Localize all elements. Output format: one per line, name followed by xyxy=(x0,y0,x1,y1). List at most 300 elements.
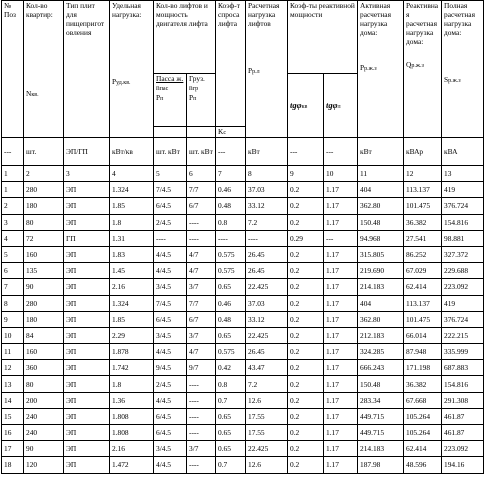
table-cell: 98.881 xyxy=(442,230,484,246)
table-cell: 22.425 xyxy=(246,441,288,457)
table-cell: 362.80 xyxy=(358,198,404,214)
unit-cell: кВт xyxy=(358,138,404,166)
table-cell: 404 xyxy=(358,182,404,198)
table-cell: 3/4.5 xyxy=(154,441,187,457)
column-number: 10 xyxy=(324,166,358,182)
table-cell: 6/4.5 xyxy=(154,198,187,214)
table-row xyxy=(2,198,484,214)
table-cell: ---- xyxy=(187,376,216,392)
column-number: 7 xyxy=(216,166,246,182)
table-cell: 72 xyxy=(24,230,64,246)
table-cell: 0.65 xyxy=(216,279,246,295)
column-number: 4 xyxy=(110,166,154,182)
table-cell: 0.8 xyxy=(216,214,246,230)
table-cell: 4/4.5 xyxy=(154,457,187,473)
table-cell: 4/4.5 xyxy=(154,344,187,360)
table-cell: 0.2 xyxy=(288,408,324,424)
table-cell: 0.2 xyxy=(288,327,324,343)
table-cell: 376.724 xyxy=(442,311,484,327)
table-row xyxy=(2,295,484,311)
table-cell: 1.17 xyxy=(324,425,358,441)
table-cell: ЭП xyxy=(64,295,110,311)
table-cell: ---- xyxy=(216,230,246,246)
table-cell: 0.2 xyxy=(288,376,324,392)
table-cell: 1.8 xyxy=(110,376,154,392)
table-cell: 7.2 xyxy=(246,214,288,230)
table-cell: 1.85 xyxy=(110,311,154,327)
table-cell: 12.6 xyxy=(246,392,288,408)
unit-cell: кВт xyxy=(246,138,288,166)
table-cell: 419 xyxy=(442,182,484,198)
table-cell: ---- xyxy=(187,214,216,230)
table-cell: 0.46 xyxy=(216,182,246,198)
header-demand-coef-sym: Kс xyxy=(216,126,246,137)
table-cell: 160 xyxy=(24,344,64,360)
table-cell: 1.45 xyxy=(110,263,154,279)
table-cell: 1.17 xyxy=(324,182,358,198)
unit-cell: шт. кВт xyxy=(154,138,187,166)
table-cell: 1.17 xyxy=(324,457,358,473)
column-number: 9 xyxy=(288,166,324,182)
table-cell: 0.2 xyxy=(288,246,324,262)
table-cell: 1.878 xyxy=(110,344,154,360)
table-cell: 120 xyxy=(24,457,64,473)
table-cell: 194.16 xyxy=(442,457,484,473)
table-cell: 6 xyxy=(2,263,24,279)
table-row xyxy=(2,182,484,198)
table-cell: 7/4.5 xyxy=(154,295,187,311)
table-cell: 0.65 xyxy=(216,327,246,343)
table-cell: 280 xyxy=(24,295,64,311)
column-number: 8 xyxy=(246,166,288,182)
table-cell: 150.48 xyxy=(358,376,404,392)
table-cell: ЭП xyxy=(64,263,110,279)
table-cell: 4/4.5 xyxy=(154,392,187,408)
header-passenger-p xyxy=(154,126,187,137)
unit-cell: шт. xyxy=(24,138,64,166)
table-cell: 87.948 xyxy=(404,344,442,360)
table-cell: 0.2 xyxy=(288,441,324,457)
table-row xyxy=(2,360,484,376)
table-cell: ЭП xyxy=(64,214,110,230)
header-elevators: Кол-во лифтов и мощность двигателя лифта xyxy=(154,1,216,74)
unit-cell: шт. кВт xyxy=(187,138,216,166)
table-cell: ЭП xyxy=(64,441,110,457)
table-cell: ЭП xyxy=(64,327,110,343)
table-cell: 2.29 xyxy=(110,327,154,343)
table-cell: 7/7 xyxy=(187,295,216,311)
table-cell: 1.17 xyxy=(324,295,358,311)
table-cell: ЭП xyxy=(64,392,110,408)
table-cell: 1.17 xyxy=(324,263,358,279)
table-cell: 222.215 xyxy=(442,327,484,343)
table-cell: 449.715 xyxy=(358,408,404,424)
table-cell: 171.198 xyxy=(404,360,442,376)
column-number: 6 xyxy=(187,166,216,182)
table-cell: 0.575 xyxy=(216,246,246,262)
table-cell: 1.17 xyxy=(324,198,358,214)
table-cell: 80 xyxy=(24,214,64,230)
table-cell: 3/7 xyxy=(187,441,216,457)
table-row xyxy=(2,327,484,343)
table-cell: 291.308 xyxy=(442,392,484,408)
table-cell: ГП xyxy=(64,230,110,246)
table-cell: 200 xyxy=(24,392,64,408)
table-cell: 404 xyxy=(358,295,404,311)
table-cell: 10 xyxy=(2,327,24,343)
table-cell: 1.808 xyxy=(110,425,154,441)
table-cell: 16 xyxy=(2,425,24,441)
table-cell: 37.03 xyxy=(246,295,288,311)
table-cell: 360 xyxy=(24,360,64,376)
table-cell: ЭП xyxy=(64,408,110,424)
table-row xyxy=(2,311,484,327)
table-cell: 9 xyxy=(2,311,24,327)
table-row xyxy=(2,344,484,360)
header-reactive-coefs: Коэф-ты реактивной мощности xyxy=(288,1,358,74)
table-cell: 0.48 xyxy=(216,311,246,327)
column-number: 11 xyxy=(358,166,404,182)
table-cell: ЭП xyxy=(64,376,110,392)
table-cell: 135 xyxy=(24,263,64,279)
table-cell: 180 xyxy=(24,311,64,327)
column-number: 12 xyxy=(404,166,442,182)
unit-cell: --- xyxy=(216,138,246,166)
table-cell: 113.137 xyxy=(404,182,442,198)
table-cell: 1.324 xyxy=(110,182,154,198)
table-row xyxy=(2,246,484,262)
table-cell: 67.029 xyxy=(404,263,442,279)
table-cell: 1.17 xyxy=(324,214,358,230)
table-cell: 6/4.5 xyxy=(154,311,187,327)
table-cell: 0.7 xyxy=(216,392,246,408)
header-no: № Поз xyxy=(2,1,24,138)
header-demand-coef: Коэф-т спроса лифта xyxy=(216,1,246,127)
table-cell: 18 xyxy=(2,457,24,473)
table-row xyxy=(2,425,484,441)
table-cell: 4 xyxy=(2,230,24,246)
header-specific-load: Удельная нагрузка: Pуд.кв. xyxy=(110,1,154,138)
table-cell: 0.65 xyxy=(216,408,246,424)
table-cell: 150.48 xyxy=(358,214,404,230)
column-number: 13 xyxy=(442,166,484,182)
table-cell: 62.414 xyxy=(404,441,442,457)
table-cell: 4/7 xyxy=(187,344,216,360)
table-cell: ЭП xyxy=(64,425,110,441)
header-full-load: Полная расчетная нагрузка дома: Sр.ж.з xyxy=(442,1,484,138)
column-numbers-row xyxy=(2,166,484,182)
table-cell: ЭП xyxy=(64,457,110,473)
table-cell: 101.475 xyxy=(404,198,442,214)
table-cell: 6/4.5 xyxy=(154,408,187,424)
table-cell: 0.65 xyxy=(216,441,246,457)
table-cell: ЭП xyxy=(64,246,110,262)
table-cell: 1.17 xyxy=(324,246,358,262)
table-row xyxy=(2,441,484,457)
table-cell: ЭП xyxy=(64,182,110,198)
table-cell: 1.17 xyxy=(324,441,358,457)
table-cell: 0.8 xyxy=(216,376,246,392)
table-cell: 1.17 xyxy=(324,376,358,392)
table-cell: 8 xyxy=(2,295,24,311)
table-cell: ---- xyxy=(187,230,216,246)
table-cell: ---- xyxy=(187,425,216,441)
table-cell: 160 xyxy=(24,246,64,262)
table-cell: 0.2 xyxy=(288,198,324,214)
table-row xyxy=(2,214,484,230)
header-reactive-load: Реактивная расчетная нагрузка дома: Qр.ж.з xyxy=(404,1,442,138)
table-cell: 2/4.5 xyxy=(154,376,187,392)
table-cell: 6/7 xyxy=(187,198,216,214)
table-cell: 105.264 xyxy=(404,408,442,424)
units-row xyxy=(2,138,484,166)
table-row xyxy=(2,279,484,295)
table-cell: 0.29 xyxy=(288,230,324,246)
table-cell: 335.999 xyxy=(442,344,484,360)
table-cell: 9/7 xyxy=(187,360,216,376)
table-cell: 315.805 xyxy=(358,246,404,262)
column-number: 2 xyxy=(24,166,64,182)
table-cell: ---- xyxy=(187,408,216,424)
table-cell: 1.17 xyxy=(324,392,358,408)
table-cell: 1.36 xyxy=(110,392,154,408)
table-cell: 1.324 xyxy=(110,295,154,311)
table-cell: 0.2 xyxy=(288,457,324,473)
column-number: 5 xyxy=(154,166,187,182)
table-cell: 37.03 xyxy=(246,182,288,198)
table-cell: 1.85 xyxy=(110,198,154,214)
table-cell: 26.45 xyxy=(246,263,288,279)
table-cell: 3/7 xyxy=(187,279,216,295)
table-cell: 0.2 xyxy=(288,311,324,327)
table-cell: 0.48 xyxy=(216,198,246,214)
table-row xyxy=(2,230,484,246)
table-cell: 62.414 xyxy=(404,279,442,295)
table-row xyxy=(2,392,484,408)
table-cell: 22.425 xyxy=(246,327,288,343)
table-cell: 7/4.5 xyxy=(154,182,187,198)
table-cell: 0.2 xyxy=(288,263,324,279)
table-cell: 1.17 xyxy=(324,311,358,327)
table-cell: 0.2 xyxy=(288,425,324,441)
table-cell: 27.541 xyxy=(404,230,442,246)
table-cell: 0.2 xyxy=(288,392,324,408)
table-cell: 461.87 xyxy=(442,408,484,424)
table-cell: 13 xyxy=(2,376,24,392)
table-cell: 1.472 xyxy=(110,457,154,473)
table-cell: 0.2 xyxy=(288,279,324,295)
table-cell: ЭП xyxy=(64,360,110,376)
table-cell: 223.092 xyxy=(442,279,484,295)
table-cell: 14 xyxy=(2,392,24,408)
table-row xyxy=(2,263,484,279)
unit-cell: --- xyxy=(324,138,358,166)
table-cell: 0.2 xyxy=(288,214,324,230)
table-cell: 33.12 xyxy=(246,311,288,327)
table-cell: 84 xyxy=(24,327,64,343)
table-cell: 0.46 xyxy=(216,295,246,311)
table-cell: 461.87 xyxy=(442,425,484,441)
table-cell: 101.475 xyxy=(404,311,442,327)
table-cell: 180 xyxy=(24,198,64,214)
table-cell: 1.808 xyxy=(110,408,154,424)
header-active-load: Активная расчетная нагрузка дома: Pр.ж.з xyxy=(358,1,404,138)
table-cell: ---- xyxy=(154,230,187,246)
header-tg-kv: tgφкв xyxy=(288,74,324,138)
table-cell: 0.2 xyxy=(288,344,324,360)
table-cell: 1.83 xyxy=(110,246,154,262)
table-cell: 17 xyxy=(2,441,24,457)
table-cell: 2.16 xyxy=(110,441,154,457)
column-number: 3 xyxy=(64,166,110,182)
table-row xyxy=(2,376,484,392)
unit-cell: кВА xyxy=(442,138,484,166)
table-cell: 17.55 xyxy=(246,425,288,441)
table-cell: 212.183 xyxy=(358,327,404,343)
table-cell: 0.2 xyxy=(288,360,324,376)
table-cell: 7 xyxy=(2,279,24,295)
table-body xyxy=(2,182,484,473)
table-cell: 449.715 xyxy=(358,425,404,441)
table-cell: 154.816 xyxy=(442,214,484,230)
table-cell: ---- xyxy=(246,230,288,246)
table-cell: 4/4.5 xyxy=(154,246,187,262)
table-cell: 219.690 xyxy=(358,263,404,279)
table-cell: 15 xyxy=(2,408,24,424)
unit-cell: --- xyxy=(2,138,24,166)
table-cell: 33.12 xyxy=(246,198,288,214)
table-cell: 7.2 xyxy=(246,376,288,392)
table-cell: --- xyxy=(324,230,358,246)
table-cell: ЭП xyxy=(64,198,110,214)
unit-cell: кВт/кв xyxy=(110,138,154,166)
table-cell: 283.34 xyxy=(358,392,404,408)
table-cell: 1.742 xyxy=(110,360,154,376)
table-cell: ЭП xyxy=(64,311,110,327)
table-cell: 0.575 xyxy=(216,344,246,360)
header-apartments: Кол-во квартир: Nкв. xyxy=(24,1,64,138)
table-cell: 214.183 xyxy=(358,441,404,457)
table-cell: 0.575 xyxy=(216,263,246,279)
table-cell: 0.7 xyxy=(216,457,246,473)
table-cell: 2/4.5 xyxy=(154,214,187,230)
table-cell: ---- xyxy=(187,457,216,473)
table-cell: 4/4.5 xyxy=(154,263,187,279)
header-row xyxy=(2,1,484,74)
table-cell: 687.883 xyxy=(442,360,484,376)
table-cell: 7/7 xyxy=(187,182,216,198)
header-passenger: Пасса ж. nпас Pп xyxy=(154,74,187,127)
table-cell: 327.372 xyxy=(442,246,484,262)
table-cell: 3/4.5 xyxy=(154,279,187,295)
table-cell: 4/7 xyxy=(187,246,216,262)
table-cell: 105.264 xyxy=(404,425,442,441)
table-cell: 0.2 xyxy=(288,295,324,311)
table-cell: 1.17 xyxy=(324,279,358,295)
table-cell: 240 xyxy=(24,408,64,424)
table-cell: 229.688 xyxy=(442,263,484,279)
table-cell: 1 xyxy=(2,182,24,198)
header-cargo: Груз. nгр Pп xyxy=(187,74,216,127)
table-cell: 36.382 xyxy=(404,214,442,230)
table-cell: 90 xyxy=(24,279,64,295)
table-cell: 86.252 xyxy=(404,246,442,262)
table-cell: 240 xyxy=(24,425,64,441)
table-cell: 4/7 xyxy=(187,263,216,279)
table-cell: 26.45 xyxy=(246,344,288,360)
table-cell: 12.6 xyxy=(246,457,288,473)
table-row xyxy=(2,457,484,473)
unit-cell: ЭП/ГП xyxy=(64,138,110,166)
header-tg-l: tgφл xyxy=(324,74,358,138)
column-number: 1 xyxy=(2,166,24,182)
table-cell: 1.17 xyxy=(324,327,358,343)
table-cell: 22.425 xyxy=(246,279,288,295)
table-cell: 43.47 xyxy=(246,360,288,376)
table-cell: 666.243 xyxy=(358,360,404,376)
unit-cell: кВАр xyxy=(404,138,442,166)
table-cell: ---- xyxy=(187,392,216,408)
table-cell: 1.17 xyxy=(324,344,358,360)
table-cell: 0.2 xyxy=(288,182,324,198)
table-cell: 67.668 xyxy=(404,392,442,408)
table-cell: 3/7 xyxy=(187,327,216,343)
table-cell: 6/4.5 xyxy=(154,425,187,441)
table-cell: 1.17 xyxy=(324,360,358,376)
table-cell: 48.596 xyxy=(404,457,442,473)
table-cell: 2 xyxy=(2,198,24,214)
table-cell: 362.80 xyxy=(358,311,404,327)
table-cell: 280 xyxy=(24,182,64,198)
unit-cell: --- xyxy=(288,138,324,166)
table-cell: ЭП xyxy=(64,279,110,295)
table-cell: 1.31 xyxy=(110,230,154,246)
table-cell: 9/4.5 xyxy=(154,360,187,376)
table-cell: 419 xyxy=(442,295,484,311)
table-cell: 1.17 xyxy=(324,408,358,424)
table-cell: 223.092 xyxy=(442,441,484,457)
header-elevator-load: Расчетная нагрузка лифтов Pр.л xyxy=(246,1,288,138)
table-cell: 17.55 xyxy=(246,408,288,424)
table-cell: 2.16 xyxy=(110,279,154,295)
table-cell: 80 xyxy=(24,376,64,392)
table-cell: ЭП xyxy=(64,344,110,360)
table-cell: 3/4.5 xyxy=(154,327,187,343)
table-cell: 26.45 xyxy=(246,246,288,262)
table-cell: 3 xyxy=(2,214,24,230)
table-cell: 66.014 xyxy=(404,327,442,343)
table-cell: 0.42 xyxy=(216,360,246,376)
table-cell: 214.183 xyxy=(358,279,404,295)
table-cell: 376.724 xyxy=(442,198,484,214)
table-cell: 1.8 xyxy=(110,214,154,230)
table-cell: 113.137 xyxy=(404,295,442,311)
table-cell: 324.285 xyxy=(358,344,404,360)
table-cell: 94.968 xyxy=(358,230,404,246)
table-cell: 90 xyxy=(24,441,64,457)
table-cell: 187.98 xyxy=(358,457,404,473)
table-cell: 154.816 xyxy=(442,376,484,392)
header-stove-type: Тип плит для пищеприготовления xyxy=(64,1,110,138)
table-cell: 6/7 xyxy=(187,311,216,327)
load-calculation-table xyxy=(1,0,484,474)
table-cell: 0.65 xyxy=(216,425,246,441)
table-cell: 36.382 xyxy=(404,376,442,392)
table-cell: 12 xyxy=(2,360,24,376)
table-cell: 5 xyxy=(2,246,24,262)
table-cell: 11 xyxy=(2,344,24,360)
header-cargo-p xyxy=(187,126,216,137)
